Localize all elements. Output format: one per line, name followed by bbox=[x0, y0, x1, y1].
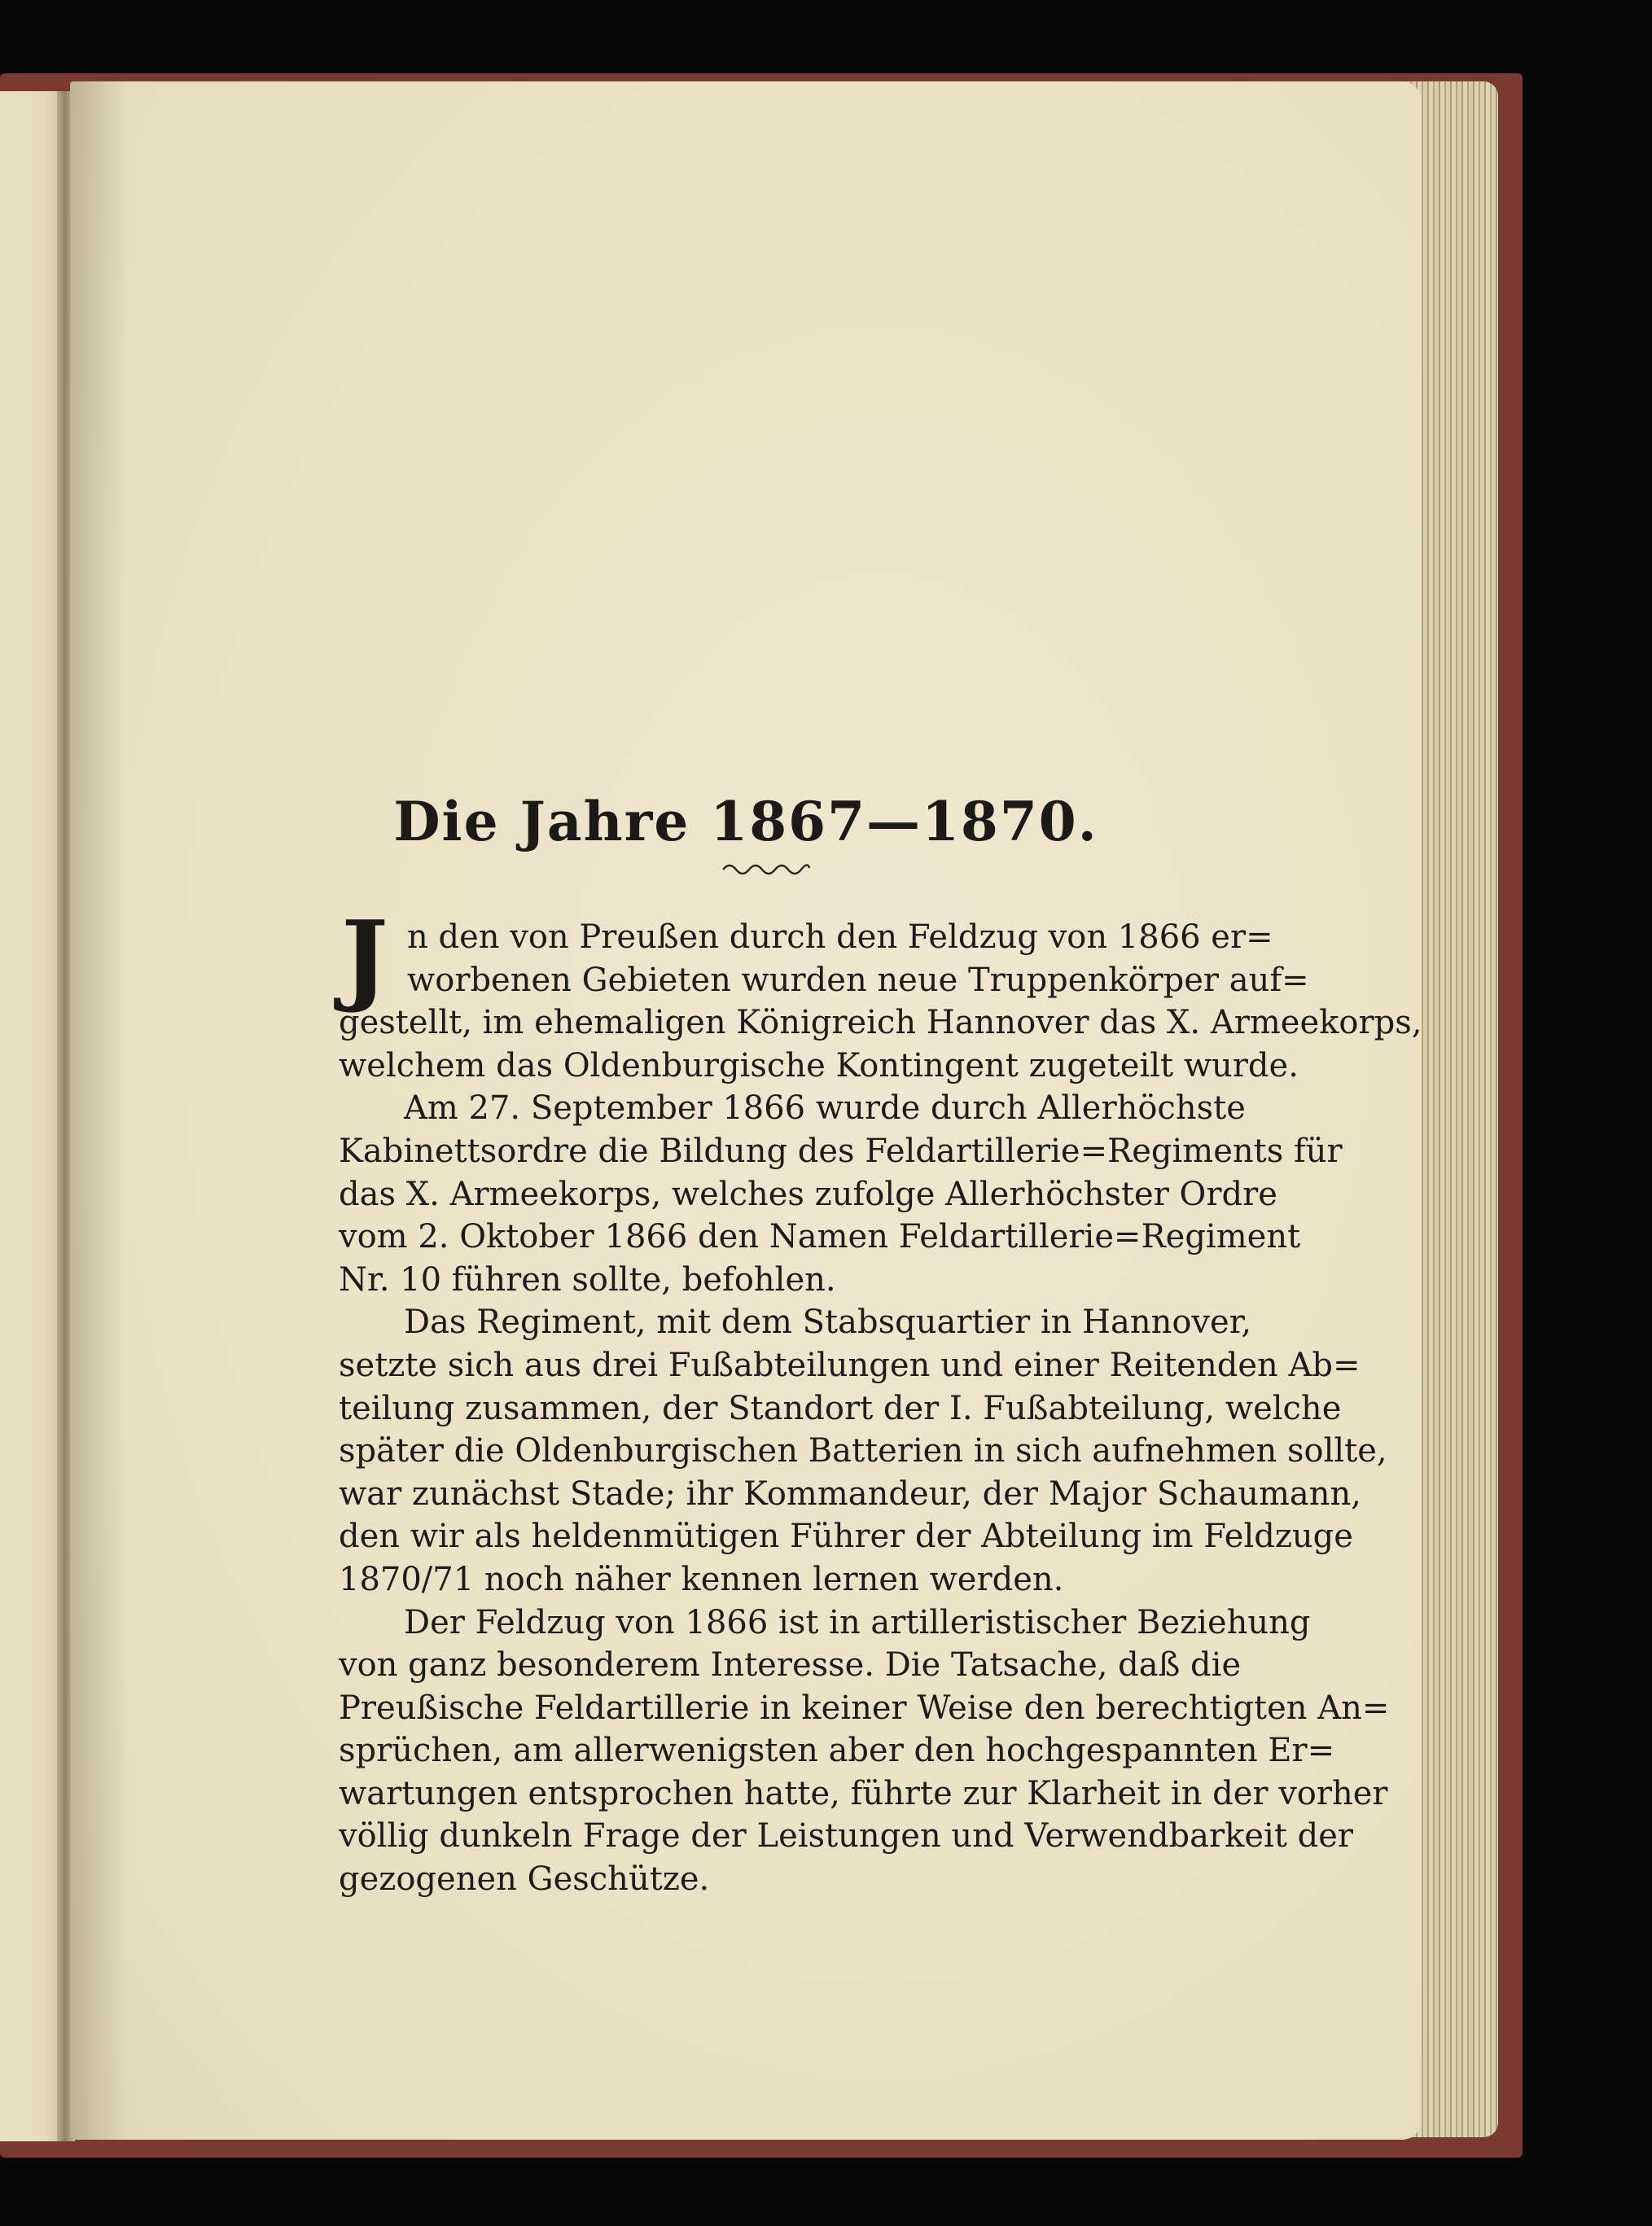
text-line: das X. Armeekorps, welches zufolge Allerhöchster Ordre bbox=[339, 1175, 1277, 1213]
text-line: sprüchen, am allerwenigsten aber den hochgespannten Er= bbox=[339, 1732, 1335, 1770]
text-line: den wir als heldenmütigen Führer der Abteilung im Feldzuge bbox=[339, 1518, 1353, 1556]
text-line: Kabinettsordre die Bildung des Feldartillerie=Regiments für bbox=[339, 1132, 1343, 1170]
text-line: wartungen entsprochen hatte, führte zur Klarheit in der vorher bbox=[339, 1774, 1388, 1812]
text-line: 1870/71 noch näher kennen lernen werden. bbox=[339, 1560, 1064, 1598]
text-line: Der Feldzug von 1866 ist in artilleristischer Beziehung bbox=[404, 1603, 1311, 1641]
right-page bbox=[70, 81, 1422, 2140]
text-line: setzte sich aus drei Fußabteilungen und einer Reitenden Ab= bbox=[339, 1346, 1361, 1384]
text-line: später die Oldenburgischen Batterien in sich aufnehmen sollte, bbox=[339, 1432, 1387, 1470]
text-line: teilung zusammen, der Standort der I. Fußabteilung, welche bbox=[339, 1389, 1342, 1427]
chapter-heading: Die Jahre 1867—1870. bbox=[393, 790, 1098, 853]
heading-ornament bbox=[721, 858, 811, 878]
drop-cap-initial: J bbox=[341, 898, 388, 1015]
text-line: gestellt, im ehemaligen Königreich Hannover das X. Armeekorps, bbox=[339, 1004, 1422, 1042]
text-line: war zunächst Stade; ihr Kommandeur, der Major Schaumann, bbox=[339, 1475, 1362, 1513]
text-line: Am 27. September 1866 wurde durch Allerhöchste bbox=[404, 1089, 1246, 1128]
text-line: worbenen Gebieten wurden neue Truppenkörper auf= bbox=[407, 961, 1309, 999]
left-page bbox=[0, 91, 64, 2141]
text-line: welchem das Oldenburgische Kontingent zugeteilt wurde. bbox=[339, 1046, 1299, 1085]
page-gutter-shadow bbox=[70, 81, 127, 2140]
body-text bbox=[339, 916, 1422, 1901]
text-line: Das Regiment, mit dem Stabsquartier in Hannover, bbox=[404, 1304, 1252, 1342]
text-line: gezogenen Geschütze. bbox=[339, 1860, 710, 1899]
text-line: von ganz besonderem Interesse. Die Tatsache, daß die bbox=[339, 1646, 1242, 1685]
text-line: vom 2. Oktober 1866 den Namen Feldartillerie=Regiment bbox=[339, 1218, 1301, 1256]
text-line: Preußische Feldartillerie in keiner Weise den berechtigten An= bbox=[339, 1689, 1390, 1727]
text-line: Nr. 10 führen sollte, befohlen. bbox=[339, 1260, 836, 1299]
text-line: völlig dunkeln Frage der Leistungen und Verwendbarkeit der bbox=[339, 1817, 1354, 1856]
text-line: n den von Preußen durch den Feldzug von 1866 er= bbox=[407, 918, 1273, 956]
